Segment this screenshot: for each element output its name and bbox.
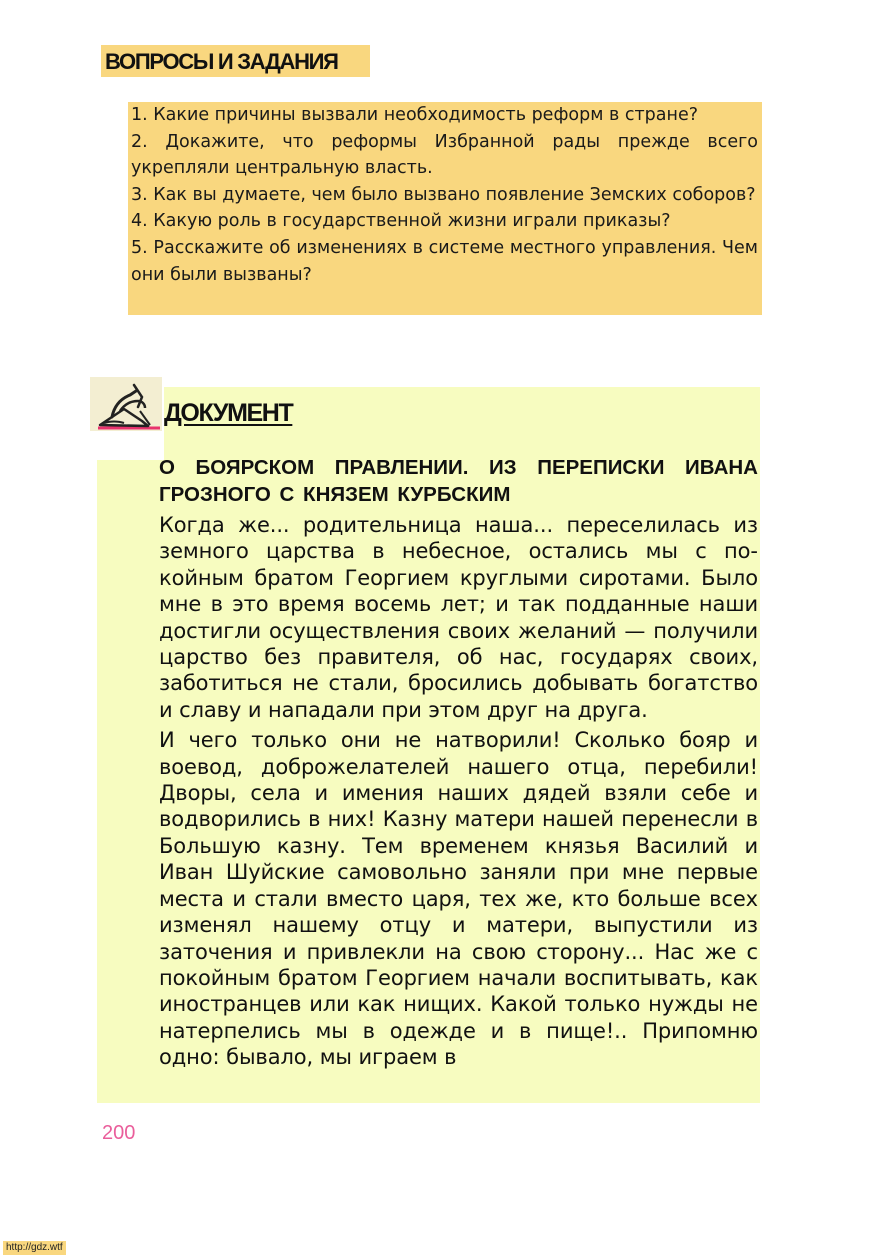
document-body (159, 454, 758, 1071)
question-item: 2. Докажите, что реформы Избранной рады прежде всего укрепляли центральную власть. (131, 131, 758, 179)
watermark-link[interactable]: http://gdz.wtf (3, 1241, 66, 1255)
document-paragraph: Когда же... родительница наша... переселилась из земного царства в небесное, остались мы с покойным братом Георгием круглыми сиротами. Было мне в это время восемь лет; и так подданные наши достигли осуществления своих желаний — получили царство без правителя, об нас, государях своих, заботиться не стали, бросились добывать богатство и славу и нападали при этом друг на друга. (159, 513, 758, 722)
page-number: 200 (102, 1122, 136, 1144)
writing-hand-icon (90, 377, 162, 431)
document-icon-frame (88, 374, 164, 460)
question-item: 5. Расскажите об изменениях в системе местного управления. Чем они были вызваны? (131, 237, 758, 285)
question-item: 3. Как вы думаете, чем было вызвано появление Земских соборов? (131, 184, 756, 205)
document-title: ДОКУМЕНТ (164, 399, 293, 427)
questions-heading: ВОПРОСЫ И ЗАДАНИЯ (101, 45, 370, 77)
question-item: 1. Какие причины вызвали необходимость реформ в стране? (131, 105, 699, 125)
question-item: 4. Какую роль в государственной жизни играли приказы? (131, 211, 671, 232)
document-paragraph: И чего только они не натворили! Сколько бояр и воевод, доброжелателей нашего отца, перебили! Дворы, села и имения наших дядей взяли себе и водворились в них! Казну матери нашей перенесли в Большую казну. Тем временем князья Василий и Иван Шуйские самовольно заняли при мне первые места и стали вместо царя, тех же, кто больше всех изменял нашему отцу и матери, выпустили из заточения и привлекли на свою сторону... Нас же с покойным братом Георгием начали воспитывать, как иностранцев или как нищих. Какой только нужды не натерпелись мы в одежде и в пище!.. Припомню одно: бывало, мы играем в (159, 728, 758, 1070)
questions-box (128, 102, 762, 315)
document-subtitle: О БОЯРСКОМ ПРАВЛЕНИИ. ИЗ ПЕРЕПИСКИ ИВАНА ГРОЗНОГО С КНЯЗЕМ КУРБСКИМ (159, 456, 758, 506)
